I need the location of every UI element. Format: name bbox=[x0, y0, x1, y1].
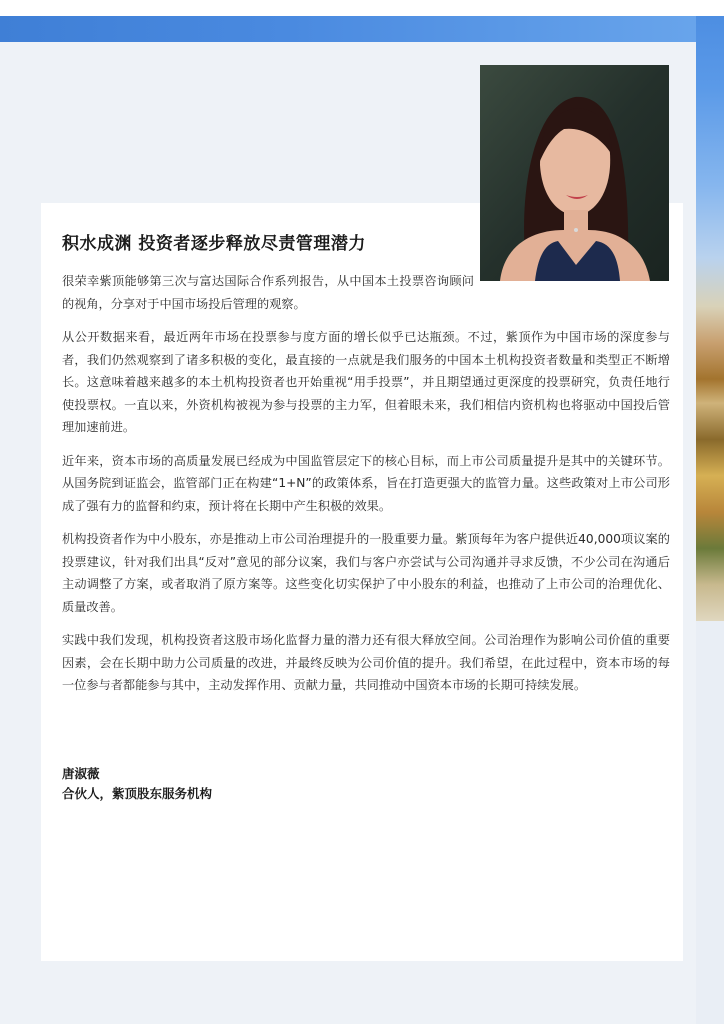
article-paragraph: 机构投资者作为中小股东，亦是推动上市公司治理提升的一股重要力量。紫顶每年为客户提供近40,000项议案的投票建议，针对我们出具“反对”意见的部分议案，我们与客户亦尝试与公司沟通并寻求反馈，不少公司在沟通后主动调整了方案，或者取消了原方案等。这些变化切实保护了中小股东的利益，也推动了上市公司的治理优化、质量改善。 bbox=[62, 532, 670, 614]
author-role: 合伙人，紫顶股东服务机构 bbox=[62, 786, 213, 801]
scenery-strip-image bbox=[696, 16, 724, 621]
article-content bbox=[62, 232, 670, 708]
side-strip bbox=[696, 621, 724, 1024]
article-paragraph: 近年来，资本市场的高质量发展已经成为中国监管层定下的核心目标，而上市公司质量提升是其中的关键环节。从国务院到证监会，监管部门正在构建“1+N”的政策体系，旨在打造更强大的监管力量。这些政策对上市公司形成了强有力的监督和约束，预计将在长期中产生积极的效果。 bbox=[62, 453, 670, 513]
author-name: 唐淑薇 bbox=[62, 766, 100, 781]
article-paragraph: 很荣幸紫顶能够第三次与富达国际合作系列报告，从中国本土投票咨询顾问的视角，分享对于中国市场投后管理的观察。 bbox=[62, 274, 474, 311]
article-paragraph: 实践中我们发现，机构投资者这股市场化监督力量的潜力还有很大释放空间。公司治理作为影响公司价值的重要因素，会在长期中助力公司质量的改进，并最终反映为公司价值的提升。我们希望，在此过程中，资本市场的每一位参与者都能参与其中，主动发挥作用、贡献力量，共同推动中国资本市场的长期可持续发展。 bbox=[62, 633, 670, 692]
article-paragraph: 从公开数据来看，最近两年市场在投票参与度方面的增长似乎已达瓶颈。不过，紫顶作为中国市场的深度参与者，我们仍然观察到了诸多积极的变化，最直接的一点就是我们服务的中国本土机构投资者数量和类型正不断增长。这意味着越来越多的本土机构投资者也开始重视“用手投票”，并且期望通过更深度的投票研究，负责任地行使投票权。一直以来，外资机构被视为参与投票的主力军，但着眼未来，我们相信内资机构也将驱动中国投后管理加速前进。 bbox=[62, 330, 670, 434]
signature-block bbox=[62, 764, 212, 804]
article-title: 积水成渊 投资者逐步释放尽责管理潜力 bbox=[62, 234, 366, 254]
header-band bbox=[0, 16, 724, 42]
